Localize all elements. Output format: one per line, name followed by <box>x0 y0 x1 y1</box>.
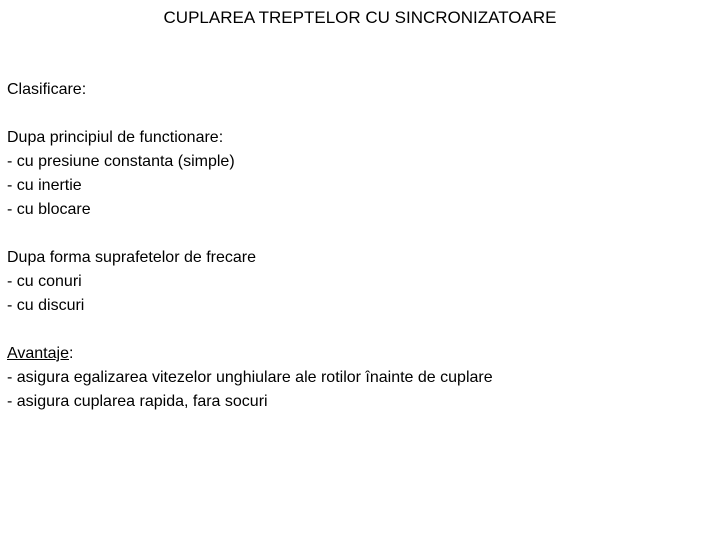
spacer <box>7 318 707 342</box>
list-item: - cu discuri <box>7 297 85 314</box>
slide-body <box>7 78 707 414</box>
list-item: - cu presiune constanta (simple) <box>7 153 235 170</box>
list-item: - cu blocare <box>7 201 91 218</box>
classification-heading: Clasificare: <box>7 81 87 98</box>
advantages-colon: : <box>68 345 74 362</box>
slide-title: CUPLAREA TREPTELOR CU SINCRONIZATOARE <box>163 8 557 27</box>
list-item: - cu conuri <box>7 273 82 290</box>
list-item: - asigura cuplarea rapida, fara socuri <box>7 393 268 410</box>
advantages-heading <box>7 342 707 366</box>
list-item: - asigura egalizarea vitezelor unghiulare ale rotilor înainte de cuplare <box>7 369 493 386</box>
spacer <box>7 102 707 126</box>
advantages-label: Avantaje <box>7 345 69 362</box>
friction-surface-heading: Dupa forma suprafetelor de frecare <box>7 249 257 266</box>
functioning-principle-heading: Dupa principiul de functionare: <box>7 129 224 146</box>
list-item: - cu inertie <box>7 177 82 194</box>
spacer <box>7 222 707 246</box>
